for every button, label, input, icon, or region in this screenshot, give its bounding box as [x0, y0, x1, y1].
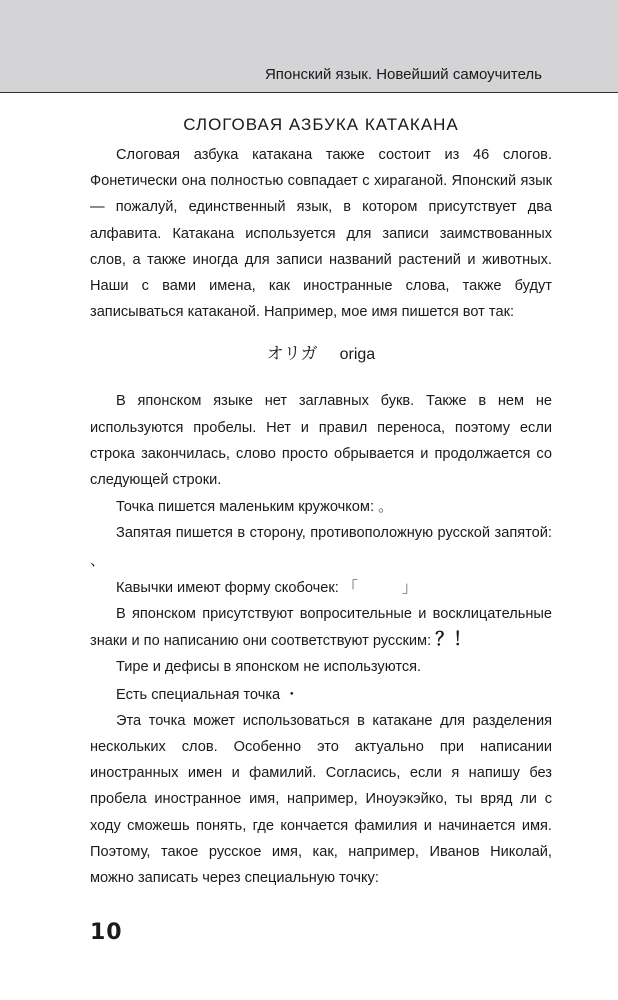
- name-example: [90, 341, 552, 368]
- page-number: 10: [90, 920, 123, 945]
- period-symbol: 。: [378, 497, 394, 516]
- period-text: Точка пишется маленьким кружочком:: [116, 499, 374, 516]
- question-exclaim-symbol: ？！: [435, 629, 472, 651]
- comma-text: Запятая пишется в сторону, противоположную русской запятой:: [116, 525, 552, 542]
- quote-open-symbol: 「: [342, 577, 358, 596]
- quotes-text: Кавычки имеют форму скобочек:: [116, 579, 339, 596]
- running-header: [0, 0, 618, 92]
- page-body: [90, 112, 552, 891]
- example-katakana: オリガ: [266, 344, 318, 365]
- special-dot-symbol: ・: [284, 684, 300, 703]
- special-dot-paragraph: [90, 681, 552, 708]
- quotes-paragraph: [90, 574, 552, 601]
- special-dot-explanation: Эта точка может использоваться в катакане для разделения нескольких слов. Особенно это актуально при написании иностранных имен и фамилий. Согласись, если я напишу без пробела иностранное имя, например, Иноуэкэйко, ты вряд ли с ходу сможешь понять, где кончается фамилия и начинается имя. Поэтому, такое русское имя, как, например, Иванов Николай, можно записать через специальную точку:: [90, 712, 552, 887]
- question-exclaim-paragraph: [90, 601, 552, 654]
- question-exclaim-text: В японском присутствуют вопросительные и восклицательные знаки и по написанию они соответствуют русским:: [90, 606, 552, 650]
- chapter-title: СЛОГОВАЯ АЗБУКА КАТАКАНА: [183, 115, 459, 134]
- comma-symbol: 、: [90, 550, 106, 569]
- quote-close-symbol: 」: [402, 577, 418, 596]
- dashes-paragraph: Тире и дефисы в японском не используются.: [116, 659, 422, 676]
- special-dot-text: Есть специальная точка: [116, 686, 281, 703]
- comma-paragraph: [90, 520, 552, 573]
- header-divider: [0, 92, 618, 93]
- no-capitals-paragraph: В японском языке нет заглавных букв. Также в нем не используются пробелы. Нет и правил переноса, поэтому если строка закончилась, слово просто обрывается и продолжается со следующей строки.: [90, 393, 552, 489]
- period-paragraph: [90, 493, 552, 520]
- running-header-title: Японский язык. Новейший самоучитель: [264, 66, 542, 83]
- example-romaji: origa: [339, 346, 376, 364]
- intro-paragraph: Слоговая азбука катакана также состоит из 46 слогов. Фонетически она полностью совпадает с хираганой. Японский язык — пожалуй, единственный язык, в котором присутствует два алфавита. Катакана используется для записи заимствованных слов, а также иногда для записи названий растений и животных. Наши с вами имена, как иностранные слова, также будут записываться катаканой. Например, мое имя пишется вот так:: [90, 147, 552, 321]
